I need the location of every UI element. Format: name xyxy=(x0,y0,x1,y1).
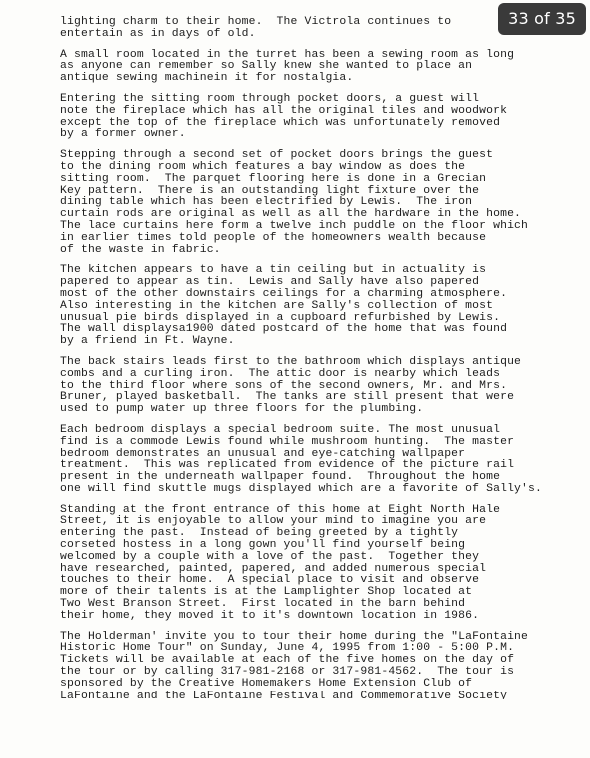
text-line: entering the past. Instead of being greeted by a tightly xyxy=(60,527,459,540)
paragraph-kitchen xyxy=(60,265,588,348)
text-line: combs and a curling iron. The attic door is nearby which leads xyxy=(60,367,501,380)
text-line: bedroom demonstrates an unusual and eye-catching wallpaper xyxy=(60,447,466,460)
paragraph-sitting-room xyxy=(60,94,588,141)
text-line: The lace curtains here form a twelve inch puddle on the floor which xyxy=(60,219,529,232)
text-line: Entering the sitting room through pocket doors, a guest will xyxy=(60,92,480,105)
text-line: their home, they moved it to it's downtown location in 1986. xyxy=(60,609,480,622)
text-line: in earlier times told people of the homeowners wealth because xyxy=(60,231,487,244)
text-line: Two West Branson Street. First located in the barn behind xyxy=(60,598,466,611)
text-line: entertain as in days of old. xyxy=(60,27,256,40)
text-line: present in the underneath wallpaper found. Throughout the home xyxy=(60,471,501,484)
text-line: find is a commode Lewis found while mushroom hunting. The master xyxy=(60,435,515,448)
text-line: to the dining room which features a bay window as does the xyxy=(60,160,466,173)
text-line: Street, it is enjoyable to allow your mind to imagine you are xyxy=(60,515,487,528)
text-line: A small room located in the turret has been a sewing room as long xyxy=(60,48,515,61)
paragraph-back-stairs xyxy=(60,357,588,416)
text-line: LaFontaine and the LaFontaine Festival and Commemorative Society xyxy=(60,690,508,699)
paragraph-front-entrance xyxy=(60,505,588,623)
text-line: by a former owner. xyxy=(60,128,186,141)
text-line: corseted hostess in a long gown you'll find yourself being xyxy=(60,539,466,552)
text-line: of the waste in fabric. xyxy=(60,243,221,256)
text-line: as anyone can remember so Sally knew she wanted to place an xyxy=(60,60,473,73)
text-line: Also interesting in the kitchen are Sally's collection of most xyxy=(60,299,494,312)
page-counter-badge: 33 of 35 xyxy=(498,3,586,35)
paragraph-bedrooms xyxy=(60,425,588,496)
text-line: curtain rods are original as well as all the hardware in the home. xyxy=(60,208,522,221)
text-line: most of the other downstairs ceilings for a charming atmosphere. xyxy=(60,287,508,300)
paragraph-sewing-room xyxy=(60,50,588,85)
text-line: Stepping through a second set of pocket doors brings the guest xyxy=(60,149,494,162)
text-line: sponsored by the Creative Homemakers Home Extension Club of xyxy=(60,677,473,690)
text-line: one will find skuttle mugs displayed which are a favorite of Sally's. xyxy=(60,482,542,495)
text-line: papered to appear as tin. Lewis and Sally have also papered xyxy=(60,276,480,289)
text-line: The kitchen appears to have a tin ceiling but in actuality is xyxy=(60,264,487,277)
text-line: Each bedroom displays a special bedroom suite. The most unusual xyxy=(60,423,501,436)
text-line: Key pattern. There is an outstanding light fixture over the xyxy=(60,184,480,197)
text-line: by a friend in Ft. Wayne. xyxy=(60,335,235,348)
text-line: The back stairs leads first to the bathroom which displays antique xyxy=(60,355,522,368)
text-line: Tickets will be available at each of the five homes on the day of xyxy=(60,654,515,667)
text-line: unusual pie birds displayed in a cupboard refurbished by Lewis. xyxy=(60,311,501,324)
text-line: the tour or by calling 317-981-2168 or 317-981-4562. The tour is xyxy=(60,666,515,679)
text-line: note the fireplace which has all the original tiles and woodwork xyxy=(60,104,508,117)
text-line: Historic Home Tour" on Sunday, June 4, 1995 from 1:00 - 5:00 P.M. xyxy=(60,642,515,655)
text-line: Standing at the front entrance of this home at Eight North Hale xyxy=(60,503,501,516)
text-line: touches to their home. A special place to visit and observe xyxy=(60,574,480,587)
text-line: dining table which has been electrified by Lewis. The iron xyxy=(60,196,473,209)
text-line: Bruner, played basketball. The tanks are still present that were xyxy=(60,391,515,404)
text-line: treatment. This was replicated from evidence of the picture rail xyxy=(60,459,515,472)
text-line: used to pump water up three floors for the plumbing. xyxy=(60,403,424,416)
text-line: more of their talents is at the Lamplighter Shop located at xyxy=(60,586,473,599)
text-line: welcomed by a couple with a love of the past. Together they xyxy=(60,550,480,563)
text-line: lighting charm to their home. The Victrola continues to xyxy=(60,16,452,28)
paragraph-dining-room xyxy=(60,150,588,256)
paragraph-tour-invitation xyxy=(60,632,588,699)
text-line: sitting room. The parquet flooring here is done in a Grecian xyxy=(60,172,487,185)
text-line: antique sewing machinein it for nostalgia. xyxy=(60,72,354,85)
text-line: The Holderman' invite you to tour their home during the "LaFontaine xyxy=(60,630,529,643)
text-line: The wall displaysa1900 dated postcard of the home that was found xyxy=(60,323,508,336)
text-line: to the third floor where sons of the second owners, Mr. and Mrs. xyxy=(60,379,508,392)
document-body xyxy=(60,17,588,708)
text-line: have researched, painted, papered, and added numerous special xyxy=(60,562,487,575)
text-line: except the top of the fireplace which was unfortunately removed xyxy=(60,116,501,129)
